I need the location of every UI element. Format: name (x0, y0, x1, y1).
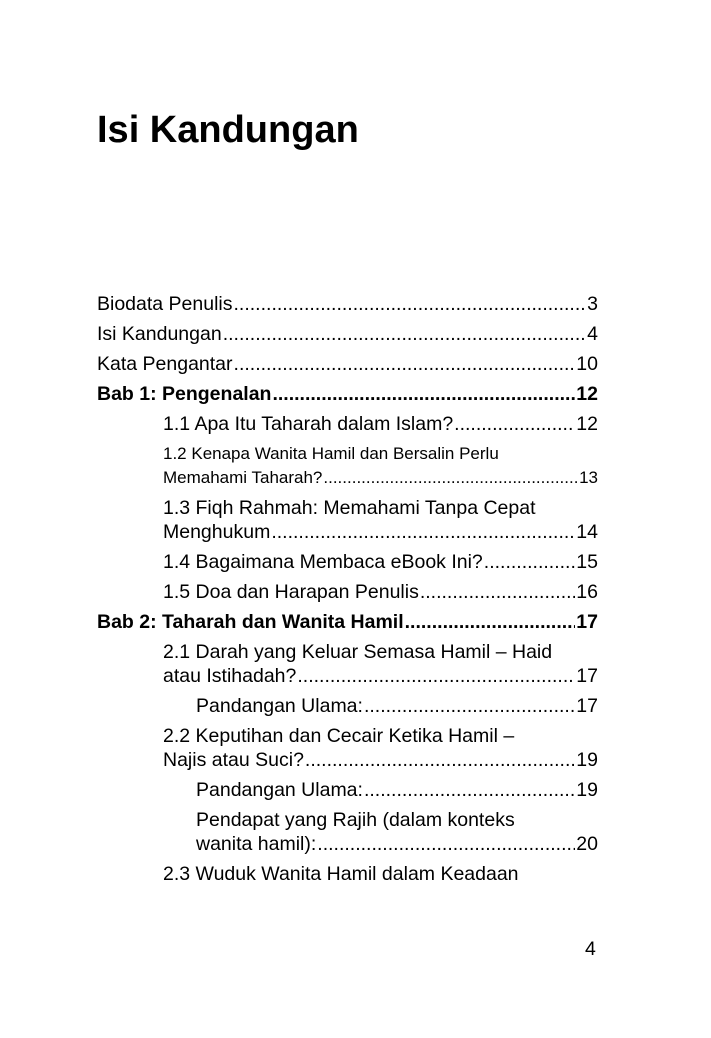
toc-entry-text: 1.1 Apa Itu Taharah dalam Islam? (163, 413, 454, 435)
toc-entry-text: wanita hamil): (196, 833, 317, 855)
toc-page-number: 15 (576, 551, 598, 573)
toc-page-number: 17 (576, 665, 598, 687)
toc-page-number: 3 (587, 293, 598, 315)
dot-leader (484, 550, 576, 574)
toc-page-number: 20 (576, 833, 598, 855)
toc-entry[interactable] (97, 724, 598, 772)
toc-entry[interactable] (97, 550, 598, 574)
toc-page-number: 13 (579, 468, 598, 487)
toc-page-number: 17 (576, 695, 598, 717)
toc-page-number: 12 (576, 383, 598, 405)
dot-leader (454, 412, 575, 436)
dot-leader (420, 580, 575, 604)
toc-entry[interactable] (97, 352, 598, 376)
toc-page-number: 14 (576, 521, 598, 543)
toc-entry-text: 2.3 Wuduk Wanita Hamil dalam Keadaan (163, 863, 519, 885)
toc-entry[interactable] (97, 442, 598, 490)
dot-leader (323, 466, 578, 490)
dot-leader (405, 610, 576, 634)
toc-entry-text: Bab 2: Taharah dan Wanita Hamil (97, 611, 404, 633)
toc-page-number: 19 (576, 749, 598, 771)
toc-entry[interactable] (97, 610, 598, 634)
toc-entry[interactable] (97, 412, 598, 436)
toc-entry-text: Pandangan Ulama: (196, 695, 363, 717)
page-number: 4 (585, 938, 596, 960)
dot-leader (364, 694, 575, 718)
toc-entry-text: Memahami Taharah? (163, 468, 323, 487)
toc-entry-text: Pandangan Ulama: (196, 779, 363, 801)
toc-entry[interactable] (97, 580, 598, 604)
dot-leader (234, 352, 576, 376)
toc-entry-text: atau Istihadah? (163, 665, 297, 687)
toc-entry-text: Pendapat yang Rajih (dalam konteks (196, 809, 515, 831)
toc-entry-text: 1.3 Fiqh Rahmah: Memahami Tanpa Cepat (163, 497, 536, 519)
toc-entry-text: Menghukum (163, 521, 271, 543)
toc-entry-text: Najis atau Suci? (163, 749, 304, 771)
toc-entry[interactable] (97, 778, 598, 802)
toc-entry-text: 1.2 Kenapa Wanita Hamil dan Bersalin Perlu (163, 444, 499, 463)
toc-page-number: 12 (576, 413, 598, 435)
toc-entry-text: Bab 1: Pengenalan (97, 383, 272, 405)
toc-page-number: 19 (576, 779, 598, 801)
toc-page-number: 10 (576, 353, 598, 375)
page-title: Isi Kandungan (97, 109, 359, 151)
toc-entry[interactable] (97, 322, 598, 346)
dot-leader (364, 778, 575, 802)
toc-page-number: 16 (576, 581, 598, 603)
toc-entry[interactable] (97, 640, 598, 688)
toc-entry[interactable] (97, 862, 598, 886)
dot-leader (297, 664, 575, 688)
toc-entry[interactable] (97, 496, 598, 544)
toc-entry-text: 1.4 Bagaimana Membaca eBook Ini? (163, 551, 483, 573)
toc-entry[interactable] (97, 694, 598, 718)
dot-leader (272, 382, 575, 406)
dot-leader (223, 322, 586, 346)
table-of-contents (97, 292, 598, 892)
toc-entry-text: Biodata Penulis (97, 293, 233, 315)
dot-leader (271, 520, 575, 544)
toc-entry[interactable] (97, 382, 598, 406)
dot-leader (305, 748, 575, 772)
toc-entry-text: Isi Kandungan (97, 323, 222, 345)
toc-entry-text: Kata Pengantar (97, 353, 233, 375)
toc-page-number: 17 (576, 611, 598, 633)
toc-entry[interactable] (97, 292, 598, 316)
toc-entry-text: 2.2 Keputihan dan Cecair Ketika Hamil – (163, 725, 515, 747)
dot-leader (317, 832, 575, 856)
toc-entry-text: 1.5 Doa dan Harapan Penulis (163, 581, 419, 603)
toc-page-number: 4 (587, 323, 598, 345)
dot-leader (234, 292, 587, 316)
toc-entry-text: 2.1 Darah yang Keluar Semasa Hamil – Haid (163, 641, 553, 663)
toc-entry[interactable] (97, 808, 598, 856)
